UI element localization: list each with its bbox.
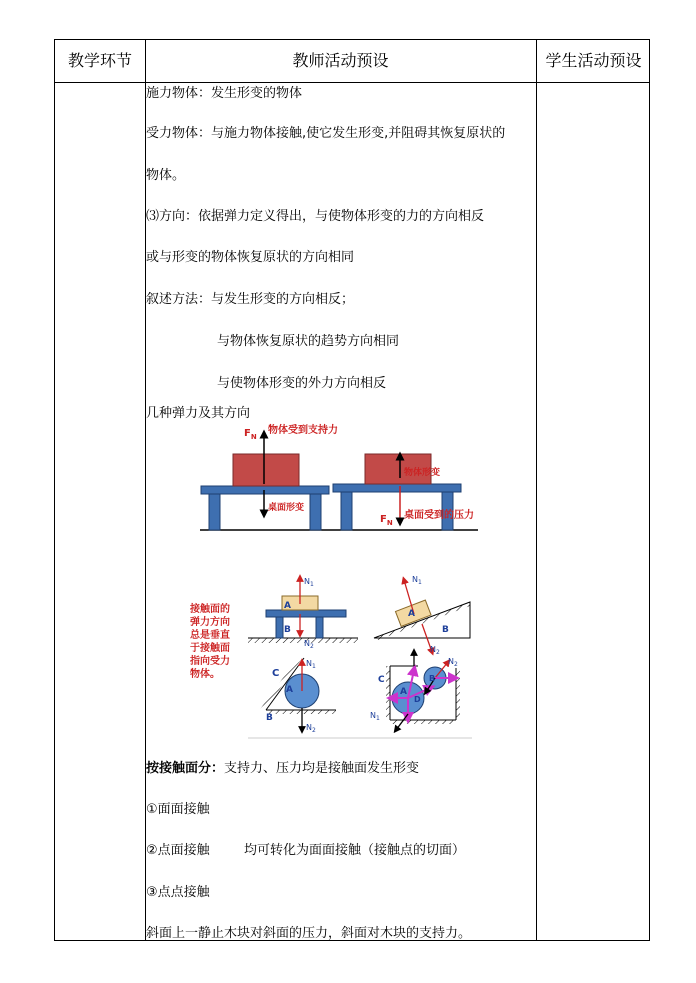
text-incline-example: 斜面上一静止木块对斜面的压力，斜面对木块的支持力。 xyxy=(146,926,472,941)
text-elastic-forces-heading: 几种弹力及其方向 xyxy=(146,406,251,421)
text-point-surface: ②点面接触 xyxy=(146,843,210,858)
panel1-n1: $N_1$ xyxy=(304,577,314,588)
panel2-label-a: A xyxy=(408,609,415,619)
side-note-char: 总 xyxy=(190,630,200,641)
panel1-n2: $N_2$ xyxy=(304,639,314,650)
text-contact-classification: 按接触面分：支持力、压力均是接触面发生形变 xyxy=(146,761,420,776)
panel2-n2: $N_2$ xyxy=(430,645,440,656)
panel-box-on-incline xyxy=(374,580,470,652)
fn-label-left: $F_N$ xyxy=(244,428,257,441)
text-direction: ⑶方向：依据弹力定义得出，与使物体形变的力的方向相反 xyxy=(146,209,485,224)
panel4-label-a: A xyxy=(400,687,407,697)
column-divider-2 xyxy=(536,40,537,940)
side-note-char: 体。 xyxy=(200,669,220,680)
text-receiving-object: 受力物体：与施力物体接触,使它发生形变,并阻碍其恢复原状的 xyxy=(146,126,506,141)
left-box xyxy=(233,454,299,486)
side-note-char: 触 xyxy=(210,643,220,654)
side-note-char: 弹 xyxy=(190,617,200,628)
side-note-char: 指 xyxy=(190,656,200,667)
panel3-n1: $N_1$ xyxy=(306,659,316,670)
text-direction-cont: 或与形变的物体恢复原状的方向相同 xyxy=(146,250,355,265)
text-receiving-object-cont: 物体。 xyxy=(146,168,186,183)
side-note-char: 向 xyxy=(200,656,210,667)
text-method-2: 与物体恢复原状的趋势方向相同 xyxy=(217,334,400,349)
side-note-char: 接 xyxy=(200,643,210,654)
panel4-label-d: D xyxy=(414,695,421,704)
header-student-activity: 学生活动预设 xyxy=(545,51,642,70)
side-note-char: 面 xyxy=(220,643,230,654)
side-note-char: 物 xyxy=(190,669,200,680)
text-surface-surface: ①面面接触 xyxy=(146,802,210,817)
header-divider xyxy=(55,82,649,83)
text-conversion-note: 均可转化为面面接触（接触点的切面） xyxy=(244,843,466,858)
side-note-char: 于 xyxy=(190,643,200,654)
panel4-label-c: C xyxy=(378,675,385,685)
side-note-char: 是 xyxy=(200,630,210,641)
panel3-label-b: B xyxy=(266,713,273,723)
side-note-char: 垂 xyxy=(210,630,220,641)
panel-box-on-desk xyxy=(248,578,358,643)
support-force-label: 物体受到支持力 xyxy=(268,425,338,436)
text-method-3: 与使物体形变的外力方向相反 xyxy=(217,376,387,391)
side-note-char: 的 xyxy=(220,604,230,615)
side-note-char: 向 xyxy=(220,617,230,628)
header-teaching-stage: 教学环节 xyxy=(67,51,132,70)
pressure-label: 桌面受到的压力 xyxy=(404,510,474,521)
side-note-char: 方 xyxy=(210,617,220,628)
right-desk xyxy=(333,484,461,530)
side-note-char: 力 xyxy=(200,617,210,628)
side-note-char: 直 xyxy=(220,630,230,641)
side-note-char: 触 xyxy=(200,604,210,615)
panel4-n2: $N_2$ xyxy=(448,657,458,668)
panel1-label-b: B xyxy=(284,625,291,635)
desk-deform-label: 桌面形变 xyxy=(268,503,305,513)
panel4-label-b: B xyxy=(429,674,436,683)
side-note xyxy=(189,602,230,680)
left-desk xyxy=(201,486,329,530)
panel4-n1: $N_1$ xyxy=(370,711,380,722)
side-note-char: 力 xyxy=(220,656,230,667)
panel3-n2: $N_2$ xyxy=(306,723,316,734)
side-note-char: 面 xyxy=(210,604,220,615)
header-teacher-activity: 教师活动预设 xyxy=(292,51,389,70)
panel3-label-c: C xyxy=(272,668,280,679)
fn-label-right: $F_N$ xyxy=(380,514,393,527)
side-note-char: 接 xyxy=(190,604,200,615)
panel2-label-b: B xyxy=(442,625,449,635)
panel1-label-a: A xyxy=(284,601,291,611)
text-description-method: 叙述方法：与发生形变的方向相反； xyxy=(146,292,355,307)
panel2-n1: $N_1$ xyxy=(412,575,422,586)
side-note-char: 受 xyxy=(210,656,220,667)
object-deform-label: 物体形变 xyxy=(404,468,441,478)
text-point-point: ③点点接触 xyxy=(146,885,210,900)
figure-contact-types xyxy=(186,570,478,740)
text-exerting-object: 施力物体：发生形变的物体 xyxy=(146,86,303,101)
figure-desk-forces xyxy=(196,418,482,536)
panel3-label-a: A xyxy=(286,685,293,695)
